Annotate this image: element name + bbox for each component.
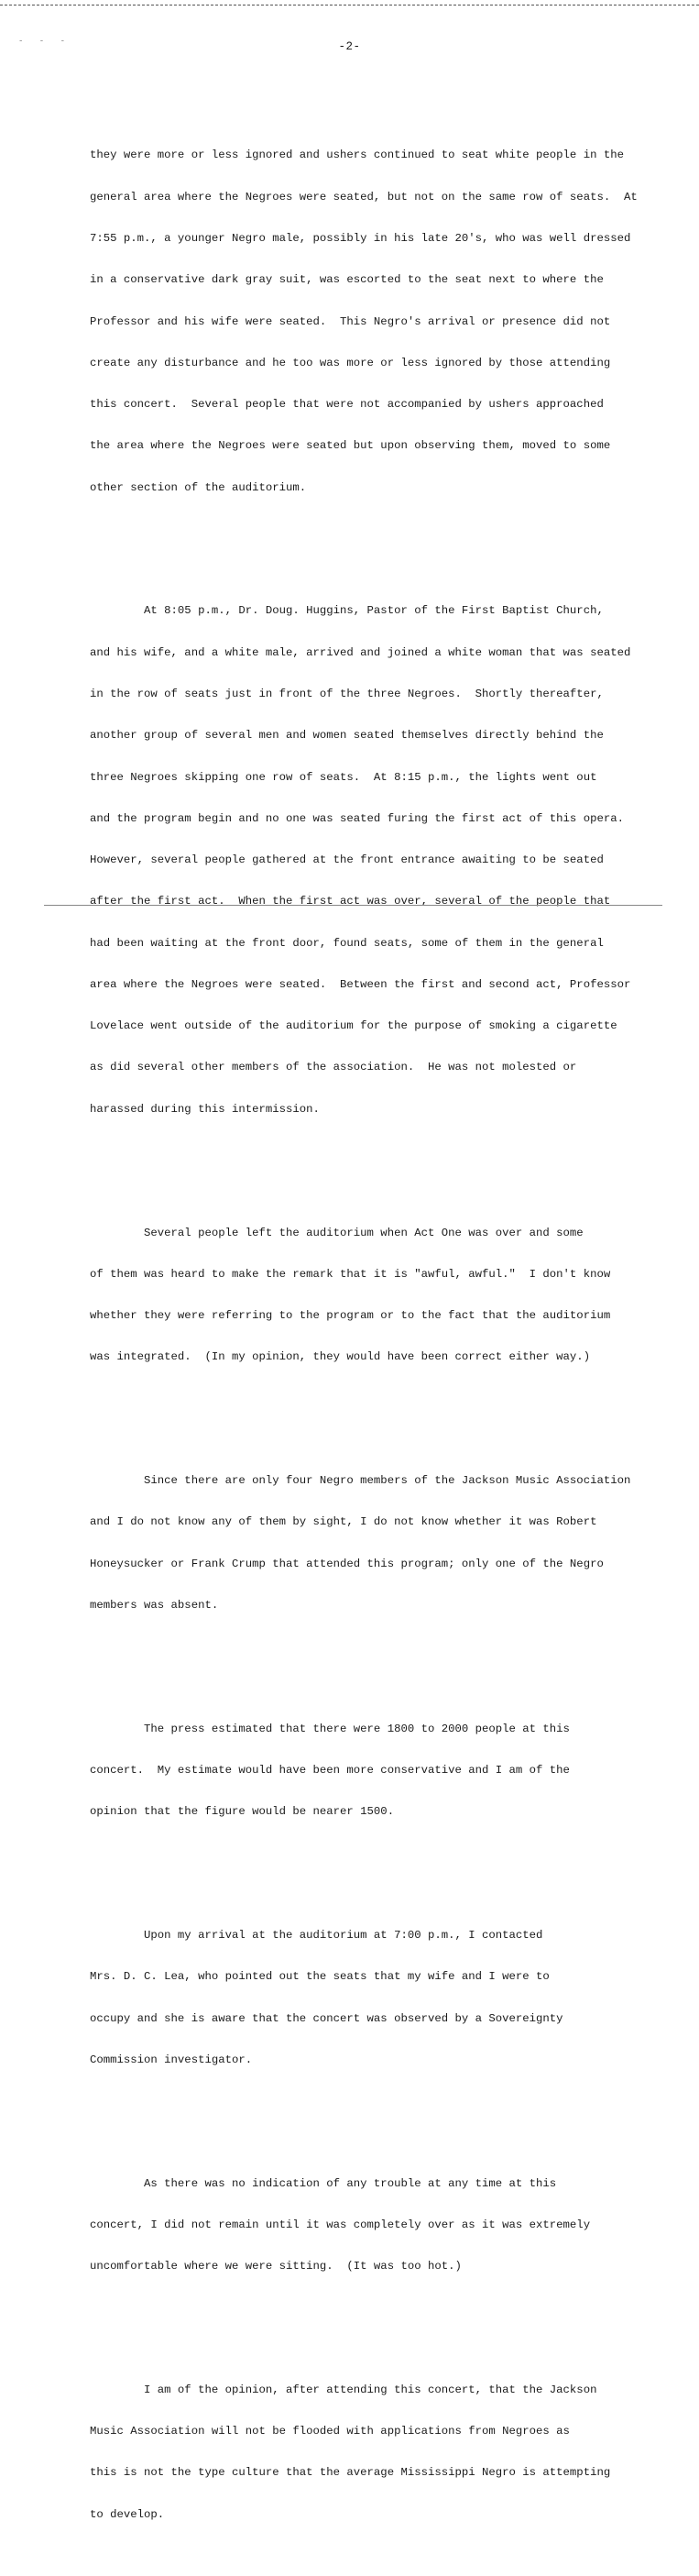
text-line: and I do not know any of them by sight, I do not know whether it was Robert <box>90 1515 597 1529</box>
text-line: other section of the auditorium. <box>90 480 307 494</box>
text-line: to develop. <box>90 2507 165 2521</box>
text-line: Honeysucker or Frank Crump that attended this program; only one of the Negro <box>90 1557 604 1570</box>
text-line: another group of several men and women seated themselves directly behind the <box>90 729 604 743</box>
paragraph <box>90 577 676 1144</box>
paragraph <box>90 1198 676 1392</box>
text-line: after the first act. When the first act was over, several of the people that <box>90 895 611 908</box>
text-line: Since there are only four Negro members of the Jackson Music Association <box>90 1474 631 1488</box>
text-line: this is not the type culture that the average Mississippi Negro is attempting <box>90 2466 611 2480</box>
text-line: As there was no indication of any trouble at any time at this <box>90 2176 557 2190</box>
text-line: this concert. Several people that were not accompanied by ushers approached <box>90 398 604 412</box>
text-line: and the program begin and no one was seated furing the first act of this opera. <box>90 811 624 825</box>
text-line: members was absent. <box>90 1598 219 1612</box>
text-line: The press estimated that there were 1800 to 2000 people at this <box>90 1722 570 1735</box>
text-line: However, several people gathered at the front entrance awaiting to be seated <box>90 853 604 867</box>
text-line: general area where the Negroes were seated, but not on the same row of seats. At <box>90 190 638 204</box>
paragraph <box>90 121 676 523</box>
text-line: I am of the opinion, after attending this concert, that the Jackson <box>90 2383 597 2396</box>
text-line: in the row of seats just in front of the three Negroes. Shortly thereafter, <box>90 687 604 700</box>
text-line: Upon my arrival at the auditorium at 7:00 p.m., I contacted <box>90 1929 543 1942</box>
text-line: Commission investigator. <box>90 2053 253 2066</box>
text-line: harassed during this intermission. <box>90 1102 320 1116</box>
text-line: Mrs. D. C. Lea, who pointed out the seats that my wife and I were to <box>90 1970 550 1984</box>
text-line: opinion that the figure would be nearer 1500. <box>90 1805 395 1819</box>
text-line: whether they were referring to the program or to the fact that the auditorium <box>90 1309 611 1323</box>
text-line: Lovelace went outside of the auditorium for the purpose of smoking a cigarette <box>90 1019 617 1033</box>
text-line: concert. My estimate would have been more conservative and I am of the <box>90 1763 570 1777</box>
text-line: uncomfortable where we were sitting. (It was too hot.) <box>90 2260 462 2273</box>
document-body <box>90 94 676 2576</box>
text-line: Several people left the auditorium when Act One was over and some <box>90 1226 584 1239</box>
text-line: Music Association will not be flooded with applications from Negroes as <box>90 2425 570 2438</box>
text-line: of them was heard to make the remark that it is "awful, awful." I don't know <box>90 1267 611 1281</box>
text-line: three Negroes skipping one row of seats. At 8:15 p.m., the lights went out <box>90 770 597 784</box>
text-line: the area where the Negroes were seated but upon observing them, moved to some <box>90 439 611 453</box>
top-page-border <box>0 5 699 6</box>
bottom-page-border <box>44 905 662 906</box>
text-line: they were more or less ignored and ushers continued to seat white people in the <box>90 149 624 162</box>
text-line: occupy and she is aware that the concert was observed by a Sovereignty <box>90 2011 563 2025</box>
page-number: -2- <box>338 40 361 53</box>
paragraph <box>90 2356 676 2549</box>
text-line: was integrated. (In my opinion, they would have been correct either way.) <box>90 1350 591 1364</box>
text-line: Professor and his wife were seated. This Negro's arrival or presence did not <box>90 314 611 328</box>
paragraph <box>90 1447 676 1640</box>
text-line: 7:55 p.m., a younger Negro male, possibly in his late 20's, who was well dressed <box>90 231 631 245</box>
text-line: as did several other members of the association. He was not molested or <box>90 1061 577 1074</box>
text-line: and his wife, and a white male, arrived and joined a white woman that was seated <box>90 645 631 659</box>
paragraph <box>90 1695 676 1847</box>
text-line: had been waiting at the front door, found seats, some of them in the general <box>90 936 604 950</box>
text-line: create any disturbance and he too was more or less ignored by those attending <box>90 356 611 369</box>
text-line: area where the Negroes were seated. Between the first and second act, Professor <box>90 977 631 991</box>
text-line: concert, I did not remain until it was completely over as it was extremely <box>90 2218 591 2231</box>
paragraph <box>90 2149 676 2301</box>
scan-margin-mark: - - - <box>18 37 71 46</box>
paragraph <box>90 1901 676 2095</box>
text-line: in a conservative dark gray suit, was escorted to the seat next to where the <box>90 273 604 287</box>
text-line: At 8:05 p.m., Dr. Doug. Huggins, Pastor of the First Baptist Church, <box>90 604 604 618</box>
